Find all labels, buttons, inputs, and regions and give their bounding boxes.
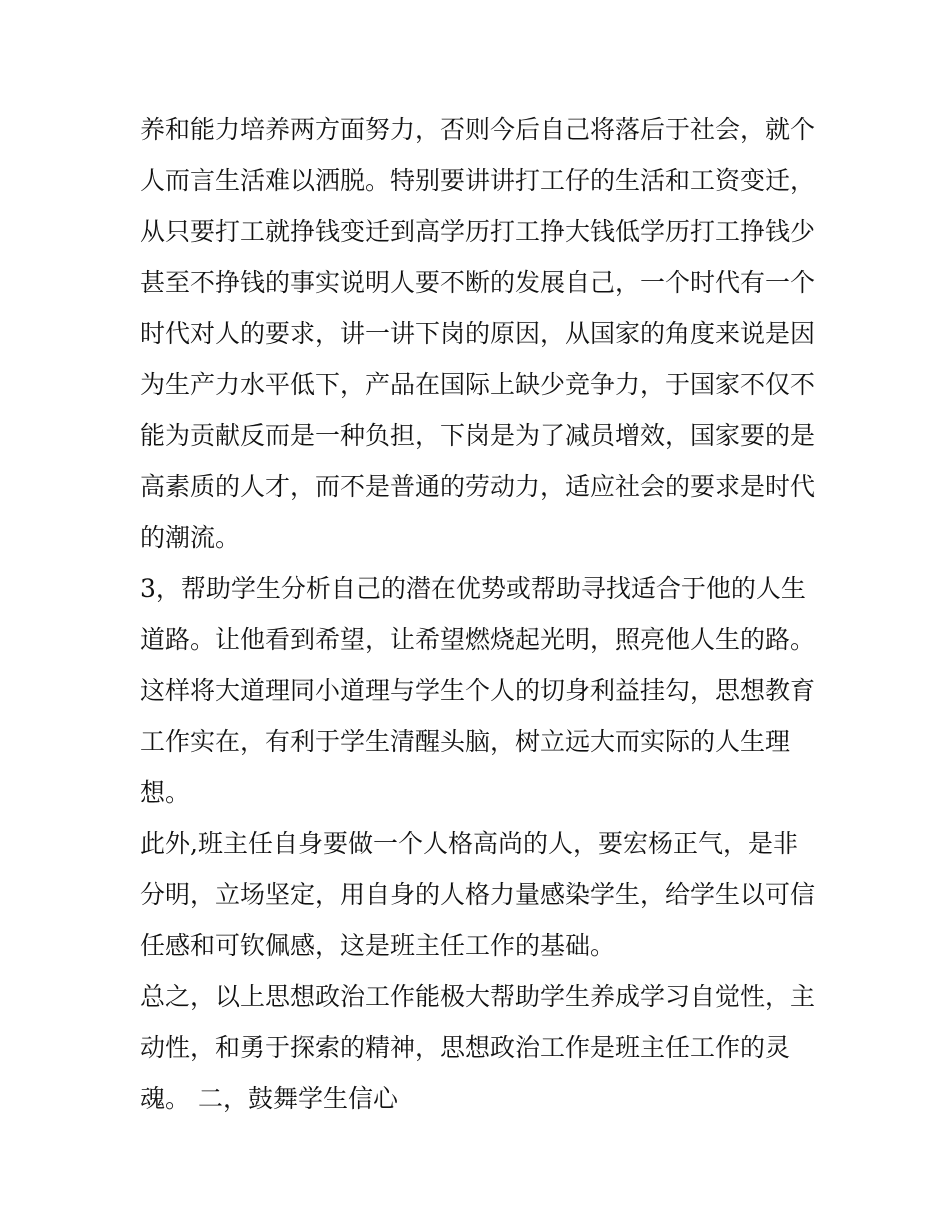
text-line: 分明，立场坚定，用自身的人格力量感染学生，给学生以可信	[140, 880, 816, 909]
text-line: 任感和可钦佩感，这是班主任工作的基础。	[140, 931, 616, 960]
text-line: 能为贡献反而是一种负担，下岗是为了减员增效，国家要的是	[140, 421, 816, 450]
text-line: 甚至不挣钱的事实说明人要不断的发展自己，一个时代有一个	[140, 268, 816, 297]
text-line: 高素质的人才，而不是普通的劳动力，适应社会的要求是时代	[140, 472, 816, 501]
text-line: 时代对人的要求，讲一讲下岗的原因，从国家的角度来说是因	[140, 319, 816, 348]
text-line: 从只要打工就挣钱变迁到高学历打工挣大钱低学历打工挣钱少	[140, 217, 816, 246]
text-line: 总之，以上思想政治工作能极大帮助学生养成学习自觉性，主	[140, 982, 816, 1011]
text-line: 为生产力水平低下，产品在国际上缺少竞争力，于国家不仅不	[140, 370, 816, 399]
text-line: 动性，和勇于探索的精神，思想政治工作是班主任工作的灵	[140, 1033, 791, 1062]
document-body	[140, 104, 820, 1124]
text-line: 想。	[140, 778, 191, 807]
text-line: 此外,班主任自身要做一个人格高尚的人，要宏杨正气，是非	[140, 829, 798, 858]
text-line: 魂。 二，鼓舞学生信心	[140, 1084, 398, 1113]
text-line: 这样将大道理同小道理与学生个人的切身利益挂勾，思想教育	[140, 676, 816, 705]
text-line: 3，帮助学生分析自己的潜在优势或帮助寻找适合于他的人生	[140, 574, 806, 603]
text-line: 的潮流。	[140, 523, 241, 552]
text-line: 道路。让他看到希望，让希望燃烧起光明，照亮他人生的路。	[140, 625, 816, 654]
text-line: 人而言生活难以洒脱。特别要讲讲打工仔的生活和工资变迁，	[140, 166, 816, 195]
text-line: 工作实在，有利于学生清醒头脑，树立远大而实际的人生理	[140, 727, 791, 756]
text-line: 养和能力培养两方面努力，否则今后自己将落后于社会，就个	[140, 115, 816, 144]
